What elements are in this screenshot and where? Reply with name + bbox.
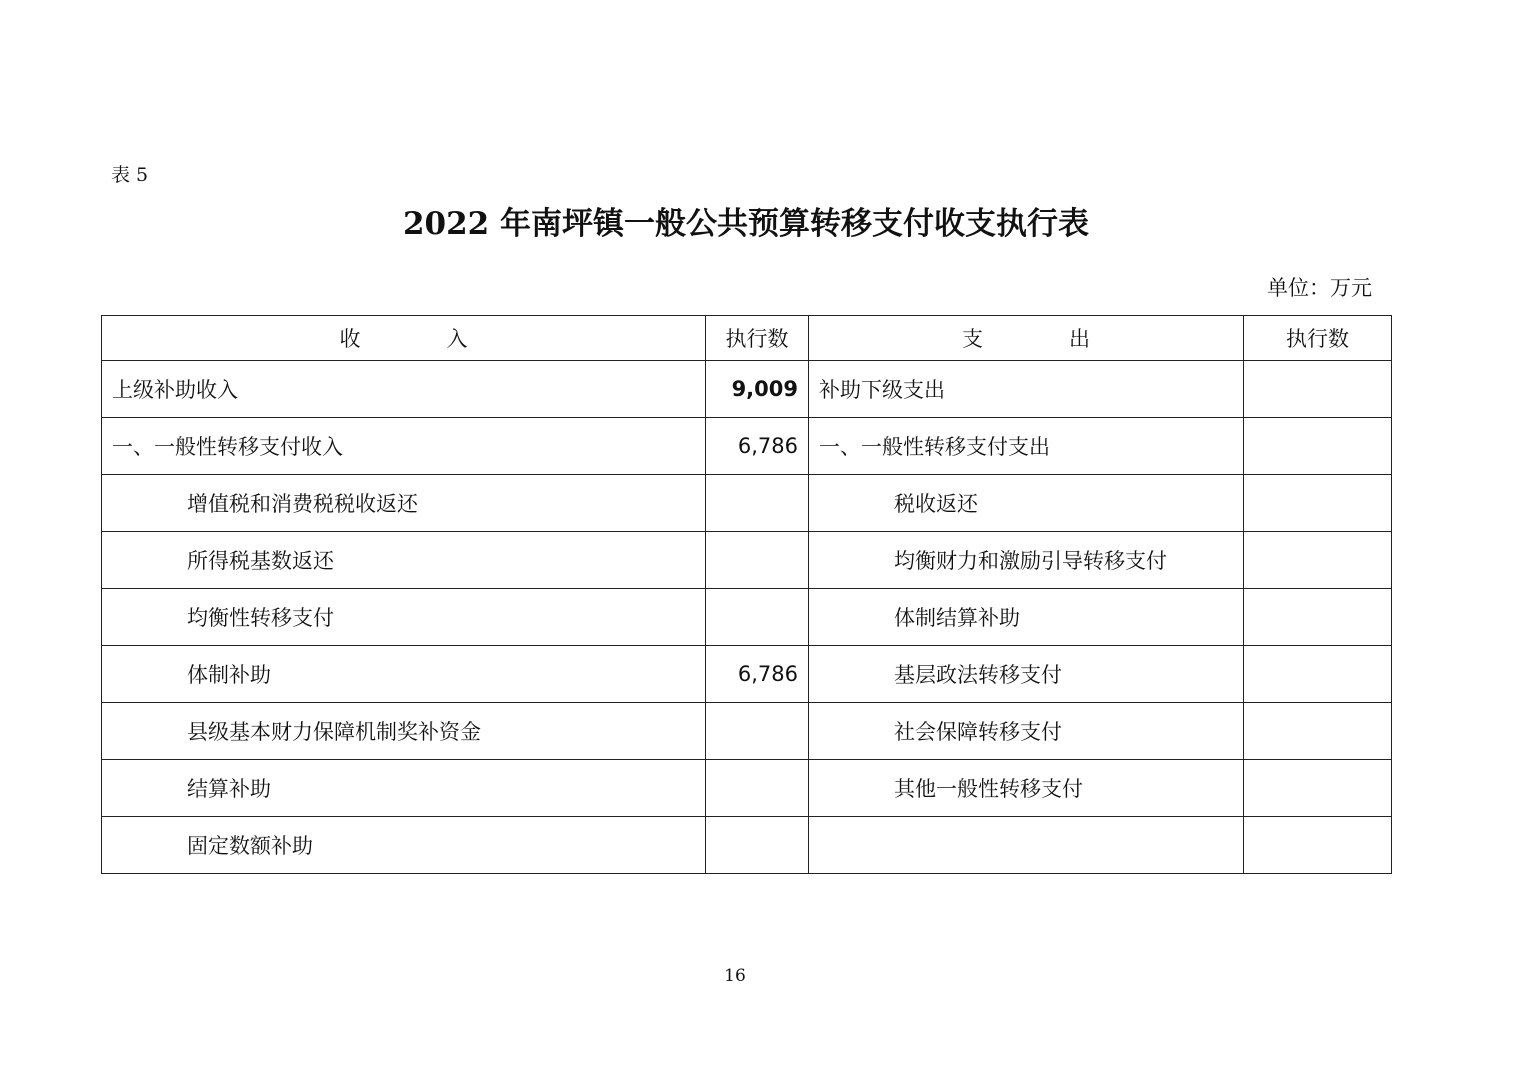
income-item: 固定数额补助 xyxy=(102,817,706,874)
expense-header xyxy=(809,316,1244,361)
expense-amount xyxy=(1244,361,1392,418)
expense-item: 其他一般性转移支付 xyxy=(809,760,1244,817)
page-number: 16 xyxy=(724,966,746,986)
income-item: 均衡性转移支付 xyxy=(102,589,706,646)
table-row xyxy=(102,361,1392,418)
expense-item: 社会保障转移支付 xyxy=(809,703,1244,760)
expense-item: 补助下级支出 xyxy=(809,361,1244,418)
table-row xyxy=(102,646,1392,703)
expense-amount xyxy=(1244,703,1392,760)
income-amount: 9,009 xyxy=(706,361,809,418)
expense-item: 基层政法转移支付 xyxy=(809,646,1244,703)
income-amount xyxy=(706,703,809,760)
income-amount: 6,786 xyxy=(706,418,809,475)
expense-item xyxy=(809,817,1244,874)
expense-item: 税收返还 xyxy=(809,475,1244,532)
income-item: 体制补助 xyxy=(102,646,706,703)
table-label: 表 5 xyxy=(111,164,149,186)
expense-amount xyxy=(1244,418,1392,475)
income-item: 上级补助收入 xyxy=(102,361,706,418)
expense-header-char: 支 xyxy=(962,327,983,351)
expense-amount xyxy=(1244,475,1392,532)
expense-amount-header: 执行数 xyxy=(1244,316,1392,361)
table-row xyxy=(102,760,1392,817)
expense-amount xyxy=(1244,589,1392,646)
income-header-char: 收 xyxy=(339,327,361,351)
expense-item: 体制结算补助 xyxy=(809,589,1244,646)
income-item: 一、一般性转移支付收入 xyxy=(102,418,706,475)
expense-header-char: 出 xyxy=(1069,327,1090,351)
income-amount xyxy=(706,760,809,817)
expense-amount xyxy=(1244,817,1392,874)
table-row xyxy=(102,703,1392,760)
expense-item: 均衡财力和激励引导转移支付 xyxy=(809,532,1244,589)
table-row xyxy=(102,418,1392,475)
income-amount xyxy=(706,475,809,532)
expense-amount xyxy=(1244,646,1392,703)
table-row xyxy=(102,589,1392,646)
page-title: 2022 年南坪镇一般公共预算转移支付收支执行表 xyxy=(402,206,1090,242)
income-item: 结算补助 xyxy=(102,760,706,817)
income-header xyxy=(102,316,706,361)
budget-table xyxy=(101,315,1392,874)
income-amount-header: 执行数 xyxy=(706,316,809,361)
income-header-char: 入 xyxy=(446,327,468,351)
income-amount xyxy=(706,589,809,646)
income-item: 所得税基数返还 xyxy=(102,532,706,589)
table-row xyxy=(102,817,1392,874)
expense-amount xyxy=(1244,532,1392,589)
income-item: 县级基本财力保障机制奖补资金 xyxy=(102,703,706,760)
income-amount xyxy=(706,532,809,589)
income-amount xyxy=(706,817,809,874)
expense-item: 一、一般性转移支付支出 xyxy=(809,418,1244,475)
table-row xyxy=(102,532,1392,589)
unit-label: 单位：万元 xyxy=(1267,276,1372,300)
income-item: 增值税和消费税税收返还 xyxy=(102,475,706,532)
income-amount: 6,786 xyxy=(706,646,809,703)
table-header-row xyxy=(102,316,1392,361)
expense-amount xyxy=(1244,760,1392,817)
table-row xyxy=(102,475,1392,532)
